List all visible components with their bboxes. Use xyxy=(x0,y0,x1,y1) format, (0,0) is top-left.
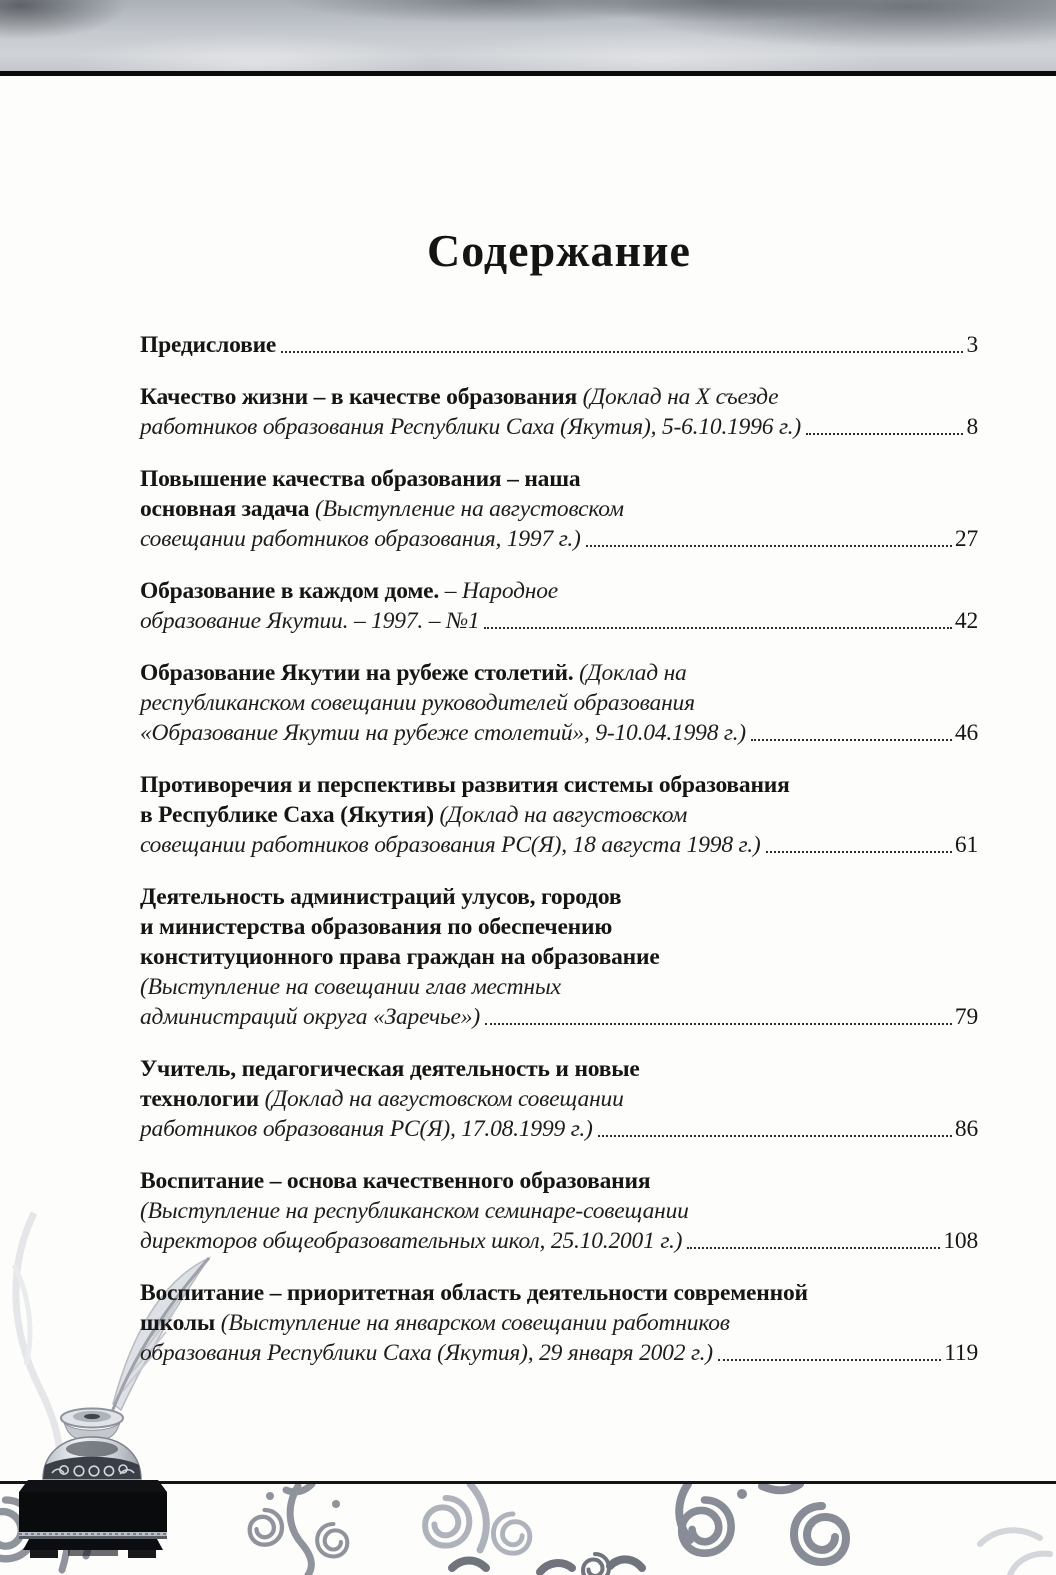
toc-entry-title-text: основная задача xyxy=(140,496,316,522)
toc-line-text xyxy=(140,1310,730,1336)
toc-entry-title-text: школы xyxy=(140,1310,221,1336)
toc-line-text xyxy=(140,718,746,748)
toc-entry xyxy=(140,330,978,360)
toc-line xyxy=(140,1308,978,1338)
toc-entry-subtitle-text: работников образования РС(Я), 17.08.1999 г.) xyxy=(140,1116,593,1142)
toc-entry xyxy=(140,1166,978,1256)
toc-entry-subtitle-text: (Выступление на совещании глав местных xyxy=(140,974,561,1000)
toc-line xyxy=(140,830,978,860)
dot-leader xyxy=(718,1359,941,1361)
toc-entry-title-text: Противоречия и перспективы развития системы образования xyxy=(140,772,790,798)
toc-line xyxy=(140,494,978,524)
toc-line-text xyxy=(140,1002,480,1032)
toc-entry-title-text: Образование в каждом доме. xyxy=(140,578,445,604)
toc-line xyxy=(140,1054,978,1084)
toc-entry-title-text: и министерства образования по обеспечению xyxy=(140,914,613,940)
toc-entry-subtitle-text: (Выступление на августовском xyxy=(315,496,624,522)
toc-entry xyxy=(140,576,978,636)
page-number: 108 xyxy=(943,1228,978,1254)
toc-entry-subtitle-text: (Выступление на январском совещании работников xyxy=(220,1310,730,1336)
toc-line-text xyxy=(140,1338,713,1368)
toc-line-text xyxy=(140,884,621,910)
toc-entry-title-text: Учитель, педагогическая деятельность и новые xyxy=(140,1056,640,1082)
toc-entry-subtitle-text: (Выступление на республиканском семинаре-совещании xyxy=(140,1198,689,1224)
toc-entry-title-text: в Республике Саха (Якутия) xyxy=(140,802,440,828)
toc-entry-subtitle-text: (Доклад на августовском совещании xyxy=(264,1086,624,1112)
toc-line xyxy=(140,942,978,972)
toc-line-text xyxy=(140,830,761,860)
content-column xyxy=(140,0,978,1390)
toc-line xyxy=(140,1338,978,1368)
toc-entry-subtitle-text: работников образования Республики Саха (Якутия), 5-6.10.1996 г.) xyxy=(140,414,801,440)
toc-line-text xyxy=(140,802,687,828)
dot-leader xyxy=(281,351,963,353)
dot-leader xyxy=(484,627,951,629)
toc-entry-title-text: Предисловие xyxy=(140,332,277,358)
toc-line xyxy=(140,464,978,494)
toc-list xyxy=(140,330,978,1368)
page-number: 119 xyxy=(944,1340,978,1366)
page-number: 42 xyxy=(954,608,978,634)
toc-line xyxy=(140,606,978,636)
toc-line xyxy=(140,1278,978,1308)
page-title: Содержание xyxy=(427,225,691,276)
toc-line-text xyxy=(140,1056,640,1082)
toc-line-text xyxy=(140,384,778,410)
toc-line xyxy=(140,1002,978,1032)
toc-entry-subtitle-text: (Доклад на xyxy=(579,660,687,686)
toc-entry-title-text: Повышение качества образования – наша xyxy=(140,466,581,492)
toc-line-text xyxy=(140,1114,593,1144)
toc-entry xyxy=(140,770,978,860)
toc-line xyxy=(140,882,978,912)
toc-line-text xyxy=(140,1280,808,1306)
toc-entry-subtitle-text: – Народное xyxy=(444,578,559,604)
toc-entry-title-text: Образование Якутии на рубеже столетий. xyxy=(140,660,580,686)
page-number: 46 xyxy=(954,720,978,746)
toc-line-text xyxy=(140,1086,624,1112)
toc-line xyxy=(140,800,978,830)
toc-entry-title-text: Деятельность администраций улусов, городов xyxy=(140,884,622,910)
page-number: 79 xyxy=(954,1004,978,1030)
toc-line-text xyxy=(140,1168,650,1194)
toc-line-text xyxy=(140,660,687,686)
page-number: 61 xyxy=(954,832,978,858)
toc-line-text xyxy=(140,496,624,522)
toc-entry-subtitle-text: (Доклад на X съезде xyxy=(582,384,779,410)
toc-entry xyxy=(140,658,978,748)
toc-line xyxy=(140,382,978,412)
toc-entry-subtitle-text: образования Республики Саха (Якутия), 29 января 2002 г.) xyxy=(140,1340,713,1366)
toc-line xyxy=(140,1196,978,1226)
dot-leader xyxy=(806,433,963,435)
page-number: 8 xyxy=(966,414,978,440)
toc-line-text xyxy=(140,524,581,554)
toc-line-text xyxy=(140,944,660,970)
toc-entry xyxy=(140,464,978,554)
page-number: 3 xyxy=(966,332,978,358)
toc-entry-title-text: Воспитание – основа качественного образования xyxy=(140,1168,651,1194)
toc-line-text xyxy=(140,772,790,798)
toc-entry-subtitle-text: «Образование Якутии на рубеже столетий», 9-10.04.1998 г.) xyxy=(140,720,746,746)
dot-leader xyxy=(687,1247,940,1249)
toc-line-text xyxy=(140,974,561,1000)
toc-line-text xyxy=(140,914,612,940)
dot-leader xyxy=(766,851,952,853)
toc-entry-subtitle-text: республиканском совещании руководителей образования xyxy=(140,690,695,716)
toc-line xyxy=(140,576,978,606)
page-number: 27 xyxy=(954,526,978,552)
toc-line xyxy=(140,524,978,554)
toc-line-text xyxy=(140,412,801,442)
toc-line xyxy=(140,658,978,688)
toc-line-text xyxy=(140,1198,689,1224)
toc-entry xyxy=(140,1054,978,1144)
toc-entry-title-text: Качество жизни – в качестве образования xyxy=(140,384,583,410)
toc-line xyxy=(140,1114,978,1144)
toc-line-text xyxy=(140,330,276,360)
toc-entry-title-text: конституционного права граждан на образование xyxy=(140,944,660,970)
toc-line xyxy=(140,1226,978,1256)
toc-entry-subtitle-text: (Доклад на августовском xyxy=(439,802,688,828)
toc-line-text xyxy=(140,1226,682,1256)
toc-entry xyxy=(140,382,978,442)
toc-line xyxy=(140,770,978,800)
toc-entry-subtitle-text: совещании работников образования, 1997 г.) xyxy=(140,526,581,552)
dot-leader xyxy=(751,739,952,741)
page-number: 86 xyxy=(954,1116,978,1142)
toc-line xyxy=(140,1166,978,1196)
toc-entry-subtitle-text: администраций округа «Заречье») xyxy=(140,1004,480,1030)
toc-line xyxy=(140,912,978,942)
toc-line xyxy=(140,330,978,360)
toc-line xyxy=(140,972,978,1002)
toc-entry-subtitle-text: образование Якутии. – 1997. – №1 xyxy=(140,608,480,634)
toc-entry-subtitle-text: совещании работников образования РС(Я), 18 августа 1998 г.) xyxy=(140,832,761,858)
toc-line xyxy=(140,1084,978,1114)
dot-leader xyxy=(485,1023,952,1025)
toc-entry-title-text: технологии xyxy=(140,1086,265,1112)
toc-entry-subtitle-text: директоров общеобразовательных школ, 25.10.2001 г.) xyxy=(140,1228,683,1254)
toc-line xyxy=(140,718,978,748)
toc-line-text xyxy=(140,606,479,636)
toc-entry-title-text: Воспитание – приоритетная область деятельности современной xyxy=(140,1280,808,1306)
toc-line xyxy=(140,412,978,442)
toc-line-text xyxy=(140,690,695,716)
toc-line-text xyxy=(140,466,580,492)
dot-leader xyxy=(598,1135,952,1137)
toc-line-text xyxy=(140,578,558,604)
toc-entry xyxy=(140,882,978,1032)
toc-entry xyxy=(140,1278,978,1368)
dot-leader xyxy=(586,545,952,547)
toc-line xyxy=(140,688,978,718)
